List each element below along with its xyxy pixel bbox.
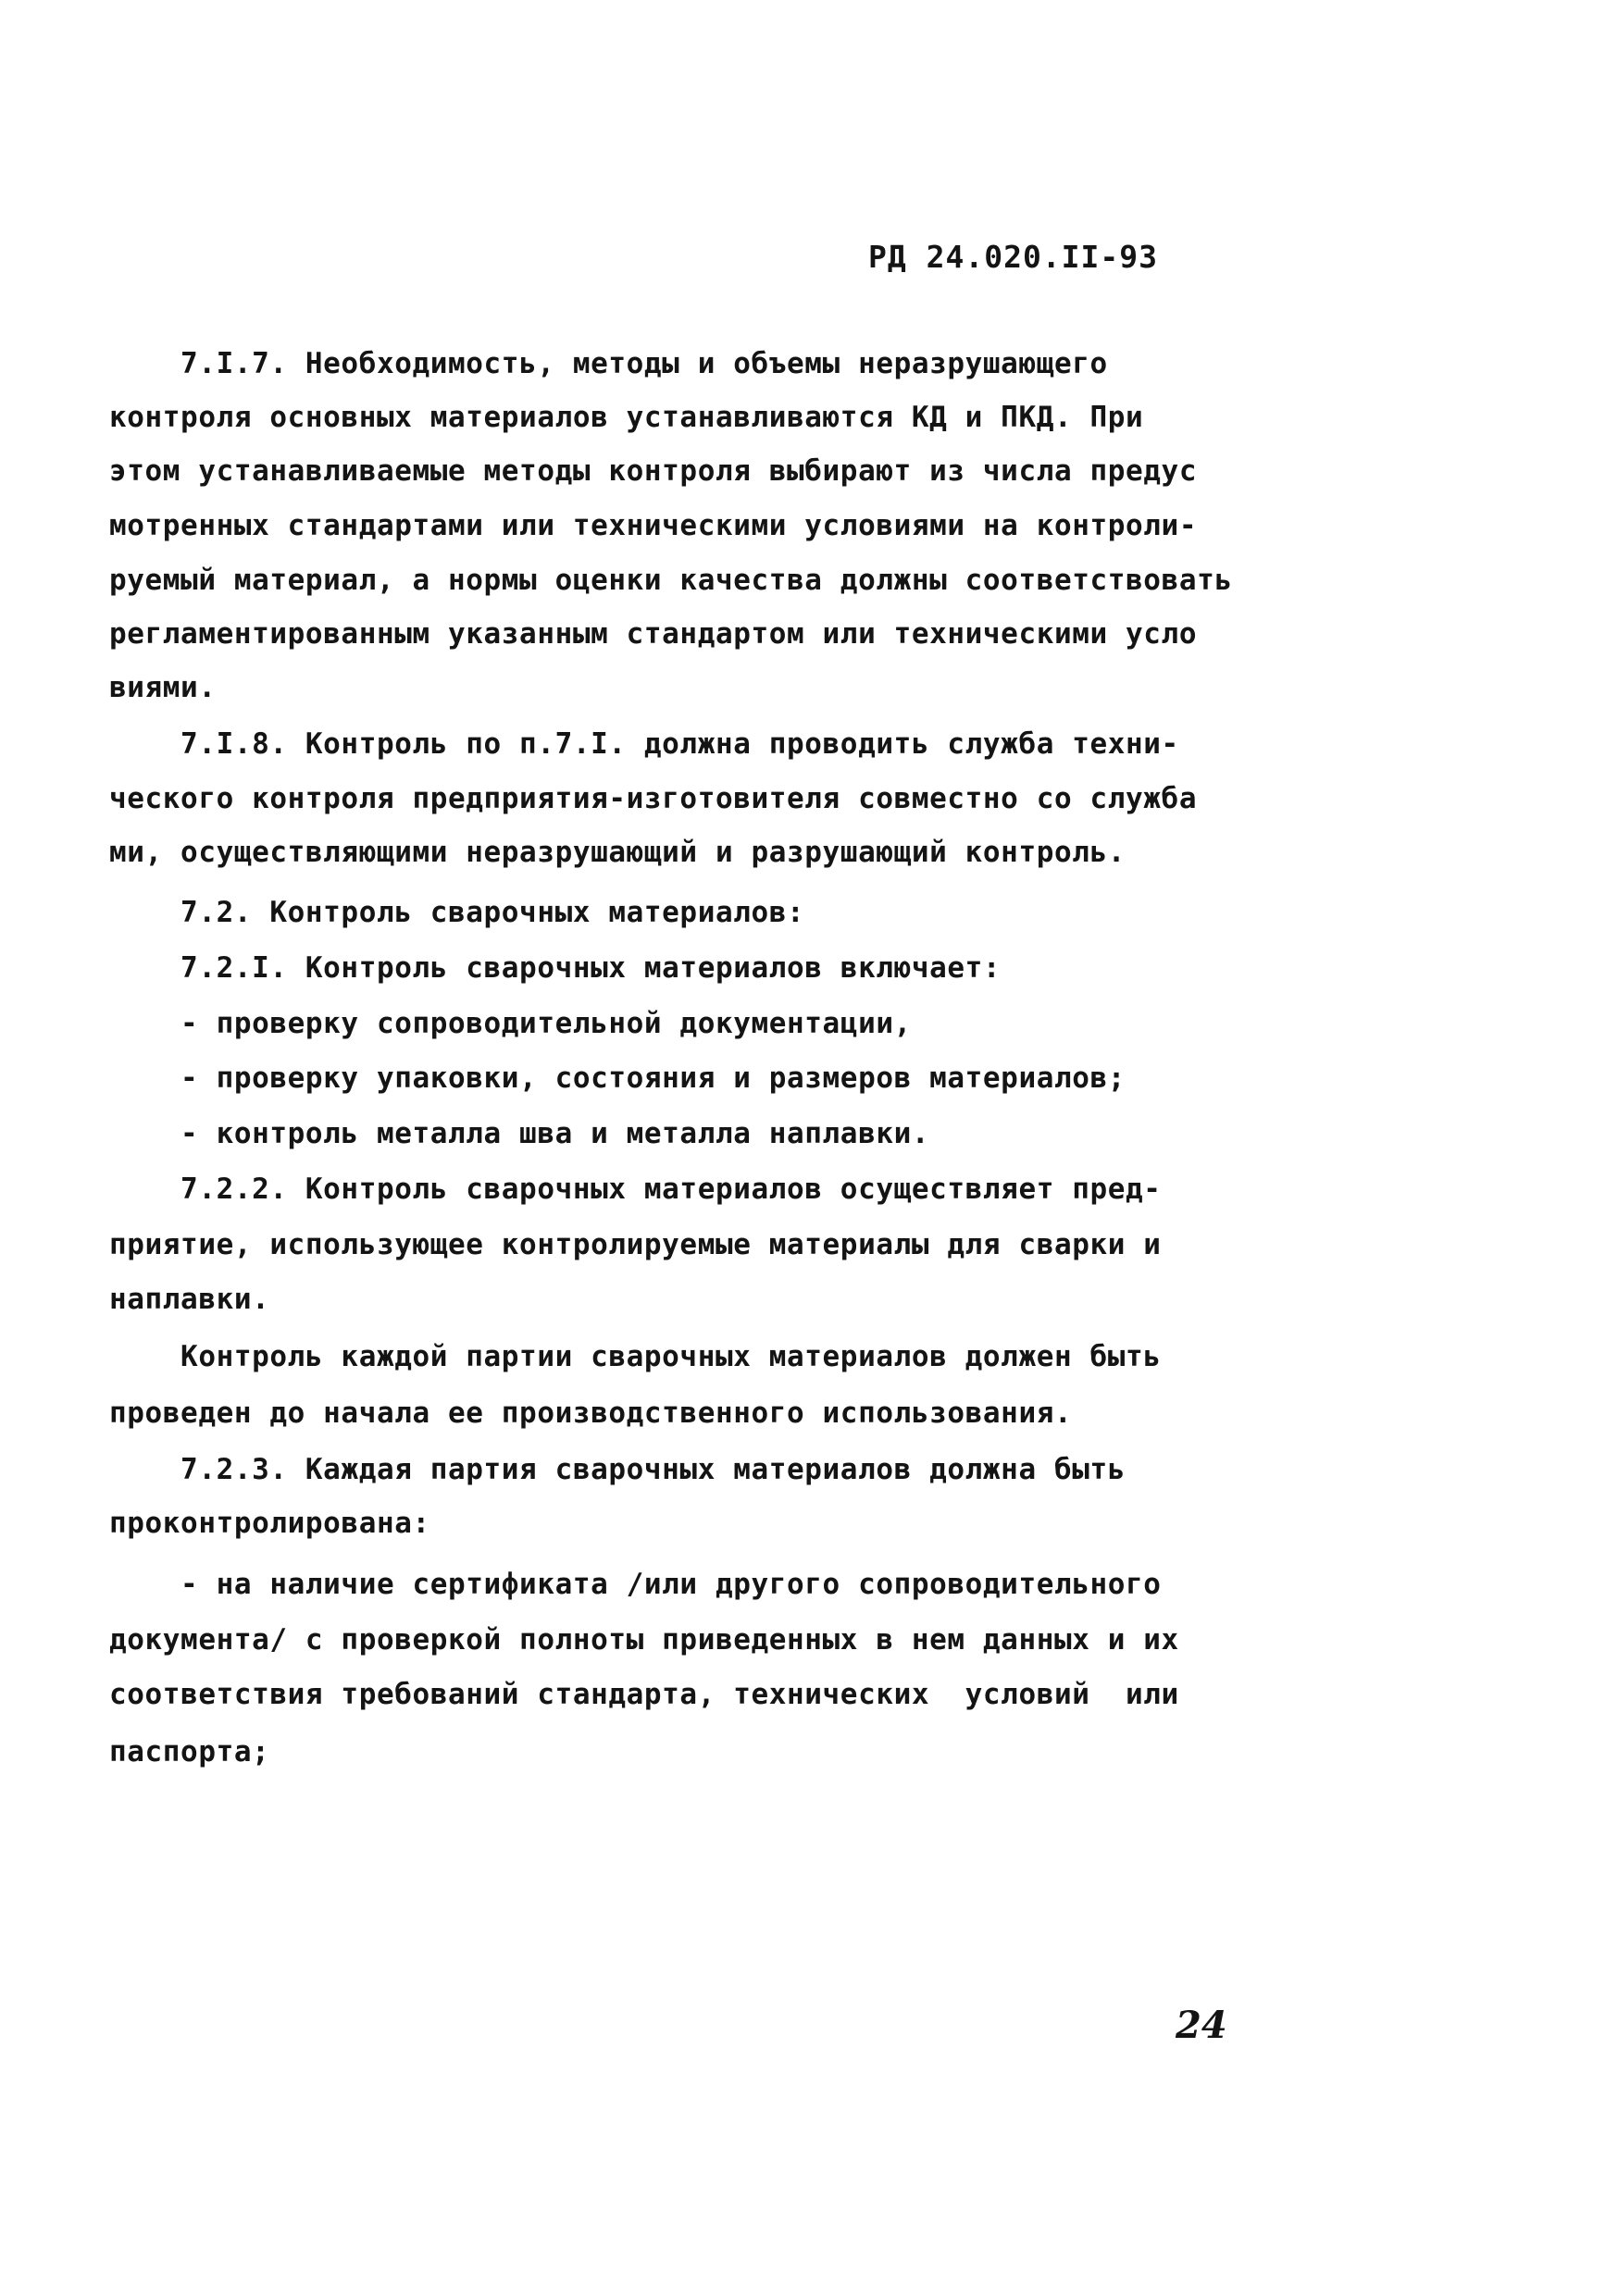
text-line: - проверку упаковки, состояния и размеров материалов;	[109, 1061, 1126, 1095]
text-line: Контроль каждой партии сварочных материалов должен быть	[109, 1340, 1162, 1373]
text-line: 7.I.8. Контроль по п.7.I. должна проводить служба техни-	[109, 727, 1179, 761]
text-line: мотренных стандартами или техническими условиями на контроли-	[109, 509, 1198, 542]
text-line: контроля основных материалов устанавливаются КД и ПКД. При	[109, 401, 1144, 434]
text-line: ми, осуществляющими неразрушающий и разрушающий контроль.	[109, 836, 1126, 869]
text-line: соответствия требований стандарта, технических условий или	[109, 1678, 1179, 1711]
text-line: проконтролирована:	[109, 1507, 430, 1540]
text-line: приятие, использующее контролируемые материалы для сварки и	[109, 1228, 1162, 1261]
text-line: этом устанавливаемые методы контроля выбирают из числа предус	[109, 454, 1198, 488]
text-line: паспорта;	[109, 1735, 270, 1769]
text-line: наплавки.	[109, 1283, 270, 1316]
page-number: 24	[1176, 2004, 1227, 2047]
text-line: 7.2. Контроль сварочных материалов:	[109, 896, 805, 929]
text-line: виями.	[109, 671, 217, 704]
text-line: - контроль металла шва и металла наплавки.	[109, 1117, 930, 1150]
text-line: проведен до начала ее производственного использования.	[109, 1396, 1073, 1430]
text-line: - на наличие сертификата /или другого сопроводительного	[109, 1568, 1162, 1601]
document-code: РД 24.020.II-93	[868, 239, 1159, 275]
text-line: 7.I.7. Необходимость, методы и объемы неразрушающего	[109, 347, 1108, 380]
text-line: ческого контроля предприятия-изготовителя совместно со службa	[109, 782, 1198, 815]
text-line: документа/ с проверкой полноты приведенных в нем данных и их	[109, 1623, 1179, 1657]
text-line: регламентированным указанным стандартом или техническими усло	[109, 617, 1198, 651]
text-line: руемый материал, а нормы оценки качества должны соответствовать	[109, 564, 1233, 597]
text-line: - проверку сопроводительной документации,	[109, 1007, 912, 1040]
text-line: 7.2.3. Каждая партия сварочных материалов должна быть	[109, 1453, 1126, 1486]
text-line: 7.2.I. Контроль сварочных материалов включает:	[109, 951, 1002, 985]
text-line: 7.2.2. Контроль сварочных материалов осуществляет пред-	[109, 1173, 1162, 1206]
